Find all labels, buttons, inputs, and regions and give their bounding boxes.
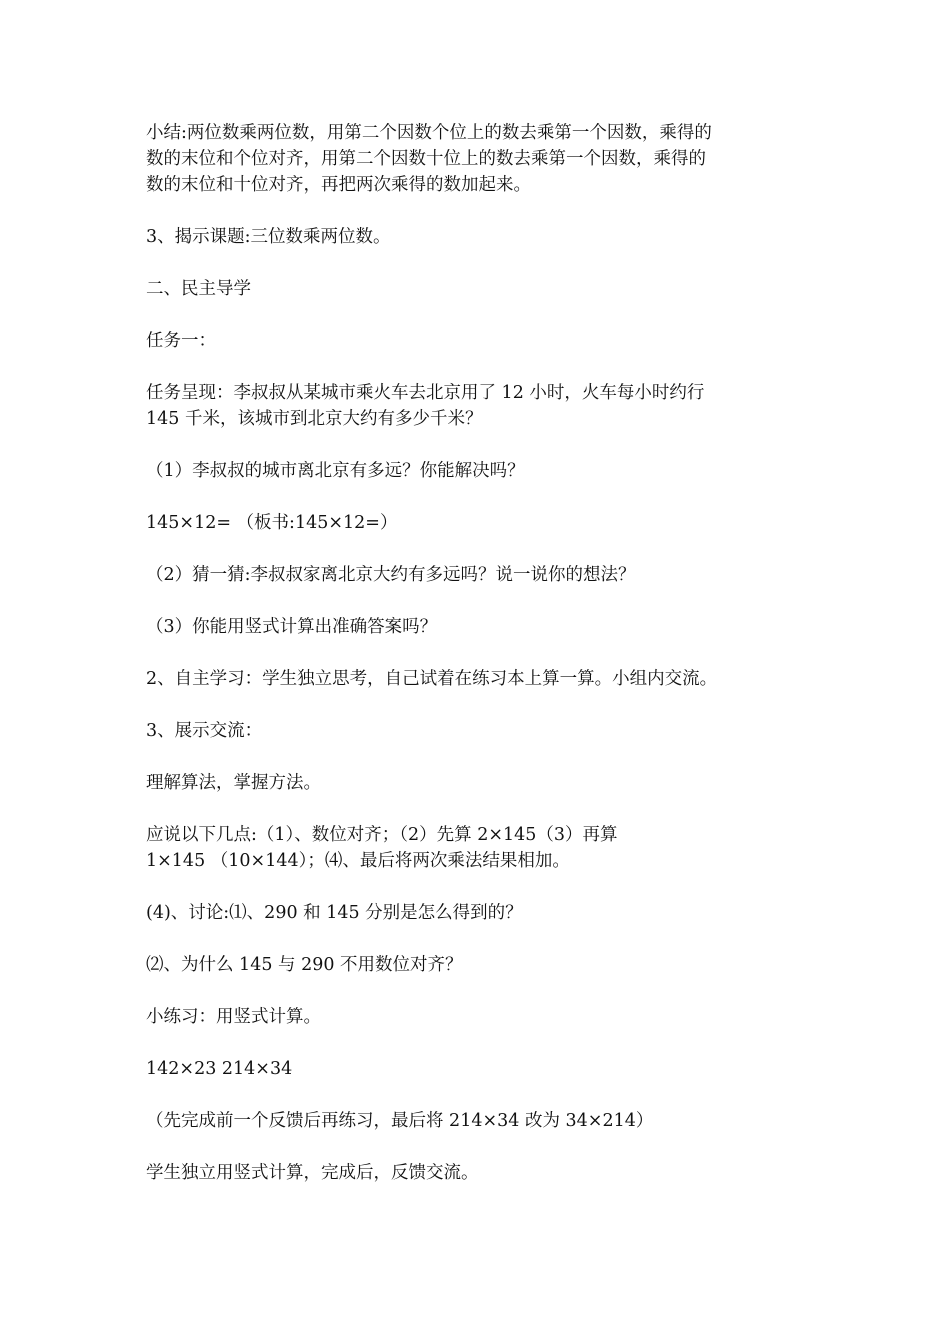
text-line: 1×145 （10×144）；⑷、最后将两次乘法结果相加。 bbox=[146, 851, 570, 871]
question-3 bbox=[146, 614, 816, 640]
text-line: （1）李叔叔的城市离北京有多远？你能解决吗？ bbox=[146, 461, 525, 481]
text-line: 小结:两位数乘两位数，用第二个因数个位上的数去乘第一个因数，乘得的 bbox=[146, 123, 712, 143]
text-line: 任务一： bbox=[146, 331, 216, 351]
paragraph-discussion-2 bbox=[146, 952, 816, 978]
paragraph-self-study bbox=[146, 666, 816, 692]
text-line: 数的末位和个位对齐，用第二个因数十位上的数去乘第一个因数，乘得的 bbox=[146, 149, 706, 169]
paragraph-show-exchange bbox=[146, 718, 816, 744]
text-line: 2、自主学习：学生独立思考，自己试着在练习本上算一算。小组内交流。 bbox=[146, 669, 718, 689]
equation-board bbox=[146, 510, 816, 536]
document-body bbox=[146, 120, 816, 1212]
text-line: 任务呈现：李叔叔从某城市乘火车去北京用了 12 小时，火车每小时约行 bbox=[146, 383, 705, 403]
text-line: （2）猜一猜:李叔叔家离北京大约有多远吗？说一说你的想法？ bbox=[146, 565, 636, 585]
paragraph-discussion bbox=[146, 900, 816, 926]
text-line: 理解算法，掌握方法。 bbox=[146, 773, 321, 793]
paragraph-understand bbox=[146, 770, 816, 796]
text-line: (4)、讨论:⑴、290 和 145 分别是怎么得到的？ bbox=[146, 903, 523, 923]
text-line: 小练习：用竖式计算。 bbox=[146, 1007, 321, 1027]
paragraph-key-points bbox=[146, 822, 816, 874]
text-line: 145 千米，该城市到北京大约有多少千米？ bbox=[146, 409, 483, 429]
text-line: 142×23 214×34 bbox=[146, 1059, 293, 1079]
paragraph-feedback bbox=[146, 1160, 816, 1186]
text-line: 应说以下几点:（1）、数位对齐；（2）先算 2×145（3）再算 bbox=[146, 825, 618, 845]
paragraph-practice-items bbox=[146, 1056, 816, 1082]
text-line: 数的末位和十位对齐，再把两次乘得的数加起来。 bbox=[146, 175, 531, 195]
text-line: 二、民主导学 bbox=[146, 279, 251, 299]
paragraph-summary bbox=[146, 120, 816, 198]
paragraph-task-presentation bbox=[146, 380, 816, 432]
text-line: 学生独立用竖式计算，完成后，反馈交流。 bbox=[146, 1163, 479, 1183]
text-line: ⑵、为什么 145 与 290 不用数位对齐？ bbox=[146, 955, 463, 975]
paragraph-practice bbox=[146, 1004, 816, 1030]
task-heading bbox=[146, 328, 816, 354]
text-line: 3、揭示课题:三位数乘两位数。 bbox=[146, 227, 391, 247]
paragraph-practice-note bbox=[146, 1108, 816, 1134]
text-line: （先完成前一个反馈后再练习，最后将 214×34 改为 34×214） bbox=[146, 1111, 654, 1131]
text-line: 145×12= （板书:145×12=） bbox=[146, 513, 398, 533]
text-line: （3）你能用竖式计算出准确答案吗？ bbox=[146, 617, 438, 637]
question-1 bbox=[146, 458, 816, 484]
section-heading bbox=[146, 276, 816, 302]
paragraph-topic bbox=[146, 224, 816, 250]
text-line: 3、展示交流： bbox=[146, 721, 263, 741]
question-2 bbox=[146, 562, 816, 588]
